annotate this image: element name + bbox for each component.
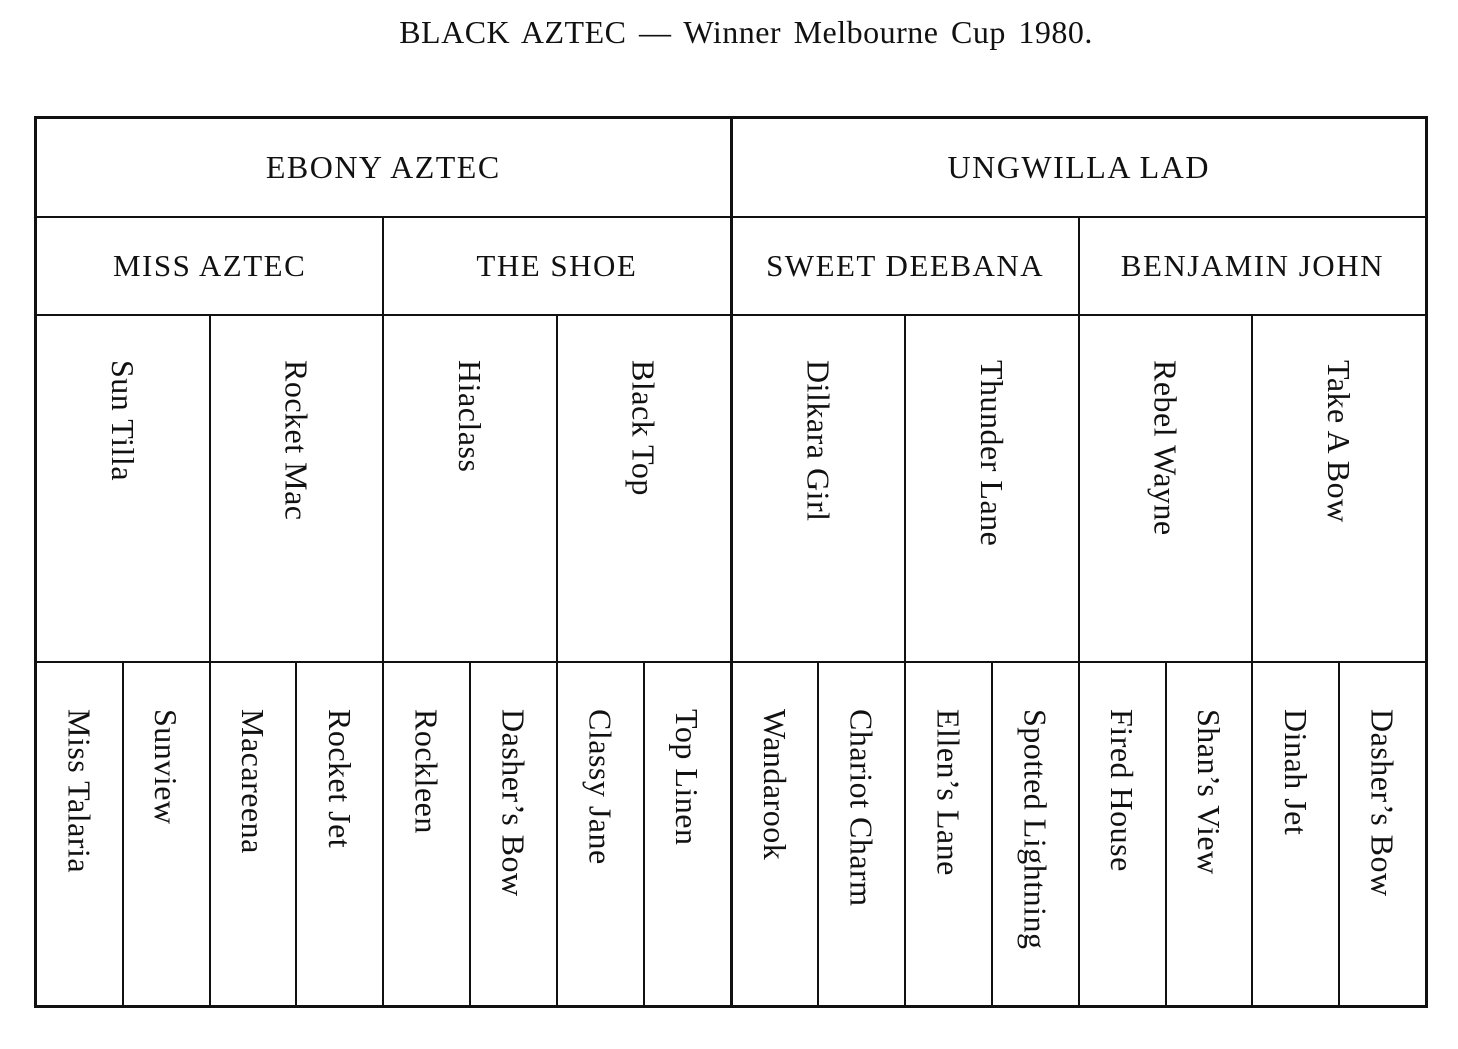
pedigree-cell-great-great-grandparent [993,663,1080,1005]
pedigree-cell-great-grandparent [211,316,385,661]
pedigree-cell-great-grandparent [1253,316,1425,661]
pedigree-cell-great-great-grandparent [124,663,211,1005]
horse-name: Rocket Mac [278,360,315,521]
horse-name: Ellen’s Lane [930,709,967,876]
pedigree-cell-great-great-grandparent [733,663,820,1005]
pedigree-cell-great-great-grandparent [645,663,733,1005]
pedigree-cell-great-great-grandparent [211,663,298,1005]
horse-name: Sunview [148,709,185,825]
horse-name: Take A Bow [1321,360,1358,523]
horse-name: Rockleen [408,709,445,834]
pedigree-cell-grandparent: THE SHOE [384,218,732,314]
generation-3-row [37,316,1425,663]
pedigree-cell-great-grandparent [906,316,1080,661]
pedigree-cell-great-great-grandparent [1253,663,1340,1005]
pedigree-cell-great-great-grandparent [1167,663,1254,1005]
pedigree-cell-great-grandparent [1080,316,1254,661]
pedigree-cell-great-great-grandparent [1340,663,1425,1005]
horse-name: Chariot Charm [843,709,880,907]
horse-name: Wandarook [756,709,793,861]
horse-name: Dasher’s Bow [495,709,532,897]
horse-name: Dilkara Girl [800,360,837,522]
horse-name: Thunder Lane [973,360,1010,547]
horse-name: Macareena [235,709,272,854]
chart-title: BLACK AZTEC — Winner Melbourne Cup 1980. [399,14,1093,50]
pedigree-chart [34,116,1428,1008]
pedigree-cell-sire: EBONY AZTEC [37,119,733,216]
generation-2-row [37,218,1425,316]
horse-name: Top Linen [669,709,706,846]
horse-name: Hiaclass [452,360,489,473]
horse-name: Miss Talaria [61,709,98,874]
pedigree-cell-great-great-grandparent [37,663,124,1005]
pedigree-cell-great-great-grandparent [297,663,384,1005]
pedigree-cell-grandparent: MISS AZTEC [37,218,384,314]
pedigree-cell-dam: UNGWILLA LAD [947,149,1210,185]
pedigree-cell-great-grandparent [37,316,211,661]
pedigree-cell-great-grandparent [733,316,907,661]
pedigree-cell-grandparent: SWEET DEEBANA [733,218,1080,314]
horse-name: Rebel Wayne [1147,360,1184,536]
horse-name: Shan’s View [1190,709,1227,875]
pedigree-cell-great-great-grandparent [906,663,993,1005]
pedigree-cell-great-great-grandparent [384,663,471,1005]
pedigree-cell-great-grandparent [558,316,733,661]
horse-name: Dinah Jet [1277,709,1314,836]
horse-name: Spotted Lightning [1017,709,1054,950]
horse-name: Sun Tilla [104,360,141,482]
horse-name: Fired House [1104,709,1141,872]
pedigree-cell-great-grandparent [384,316,558,661]
horse-name: Rocket Jet [321,709,358,849]
pedigree-cell-great-great-grandparent [471,663,558,1005]
pedigree-cell-great-great-grandparent [819,663,906,1005]
horse-name: Classy Jane [582,709,619,865]
horse-name: Dasher’s Bow [1364,709,1401,897]
horse-name: Black Top [625,360,662,496]
generation-4-row [37,663,1425,1005]
generation-1-row [37,119,1425,218]
pedigree-cell-great-great-grandparent [558,663,645,1005]
pedigree-cell-grandparent: BENJAMIN JOHN [1120,248,1384,283]
pedigree-cell-great-great-grandparent [1080,663,1167,1005]
